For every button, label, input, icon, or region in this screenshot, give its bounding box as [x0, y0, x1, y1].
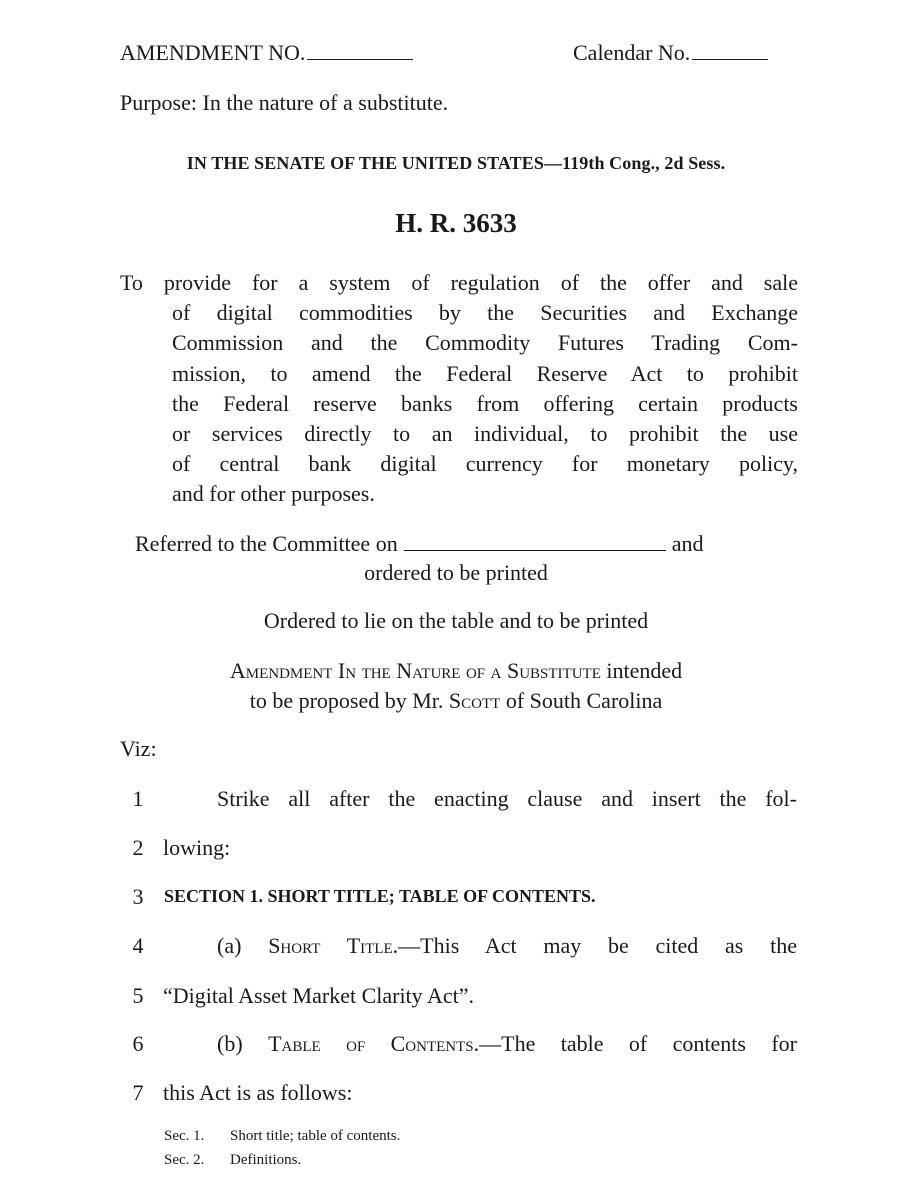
- toc-section-title: Short title; table of contents.: [230, 1128, 401, 1144]
- paragraph-marker: (a): [217, 933, 242, 958]
- amendment-number-line: [120, 40, 413, 66]
- amendment-label: AMENDMENT NO.: [120, 40, 306, 65]
- long-title-line: of central bank digital currency for monetary policy,: [172, 451, 798, 477]
- line-number: 2: [132, 835, 144, 860]
- referral-prefix: Referred to the Committee on: [135, 531, 398, 556]
- referral-line-2: ordered to be printed: [364, 560, 548, 585]
- toc-section-number: Sec. 1.: [164, 1128, 205, 1144]
- calendar-label: Calendar No.: [573, 40, 691, 65]
- line-number: 1: [132, 786, 144, 811]
- senate-session-line: IN THE SENATE OF THE UNITED STATES—119th Cong., 2d Sess.: [186, 153, 726, 173]
- subsection-heading: Short Title: [268, 933, 393, 958]
- line-number: 5: [132, 983, 144, 1008]
- long-title-line: Commission and the Commodity Futures Trading Com-: [172, 330, 798, 356]
- ains-word: Substitute: [506, 658, 601, 683]
- toc-section-title: Definitions.: [230, 1152, 302, 1168]
- subsection-text: .—The table of contents for: [473, 1031, 797, 1056]
- toc-entry: [164, 1152, 301, 1169]
- ains-word: of a: [465, 658, 502, 683]
- calendar-number-blank: [692, 41, 768, 60]
- sponsor-name: Scott: [448, 688, 501, 713]
- long-title-line: and for other purposes.: [172, 481, 375, 507]
- amendment-sponsor-line: [0, 688, 912, 714]
- paragraph-marker: (b): [217, 1031, 243, 1056]
- ordered-line: Ordered to lie on the table and to be printed: [263, 608, 649, 633]
- referral-suffix: and: [671, 531, 704, 556]
- line-text: this Act is as follows:: [163, 1080, 353, 1105]
- ains-word: intended: [606, 658, 683, 683]
- sponsor-state: of South Carolina: [505, 688, 663, 713]
- line-number: 7: [132, 1080, 144, 1105]
- calendar-number-line: [573, 40, 768, 66]
- long-title-line: the Federal reserve banks from offering certain products: [172, 390, 798, 416]
- amendment-description-line: [0, 658, 912, 684]
- ains-word: Nature: [396, 658, 461, 683]
- amendment-number-blank: [307, 41, 413, 60]
- purpose-line: Purpose: In the nature of a substitute.: [120, 90, 449, 115]
- line-number: 3: [132, 884, 144, 909]
- line-text: lowing:: [163, 835, 231, 860]
- line-text: [217, 1031, 797, 1057]
- long-title: [120, 268, 798, 510]
- toc-section-number: Sec. 2.: [164, 1152, 205, 1168]
- long-title-line: mission, to amend the Federal Reserve Act to prohibit: [172, 360, 798, 386]
- toc-entry: [164, 1128, 400, 1145]
- subsection-heading: Table of Contents: [268, 1031, 474, 1056]
- committee-blank: [404, 530, 666, 551]
- line-number: 4: [132, 933, 144, 958]
- sponsor-prefix: to be proposed by Mr.: [249, 688, 444, 713]
- line-text: Strike all after the enacting clause and insert the fol-: [217, 786, 797, 811]
- subsection-text: .—This Act may be cited as the: [392, 933, 797, 958]
- long-title-line: or services directly to an individual, to prohibit the use: [172, 421, 798, 447]
- line-text: [217, 933, 797, 959]
- viz-label: Viz:: [120, 736, 157, 761]
- ains-word: In the: [337, 658, 391, 683]
- line-text: “Digital Asset Market Clarity Act”.: [163, 983, 474, 1008]
- long-title-line: To provide for a system of regulation of the offer and sale: [120, 270, 798, 295]
- bill-number: H. R. 3633: [395, 208, 517, 238]
- ains-word: Amendment: [229, 658, 333, 683]
- line-number: 6: [132, 1031, 144, 1056]
- long-title-line: of digital commodities by the Securities and Exchange: [172, 300, 798, 326]
- section-heading: SECTION 1. SHORT TITLE; TABLE OF CONTENTS.: [164, 886, 596, 906]
- referral-line: [135, 530, 703, 557]
